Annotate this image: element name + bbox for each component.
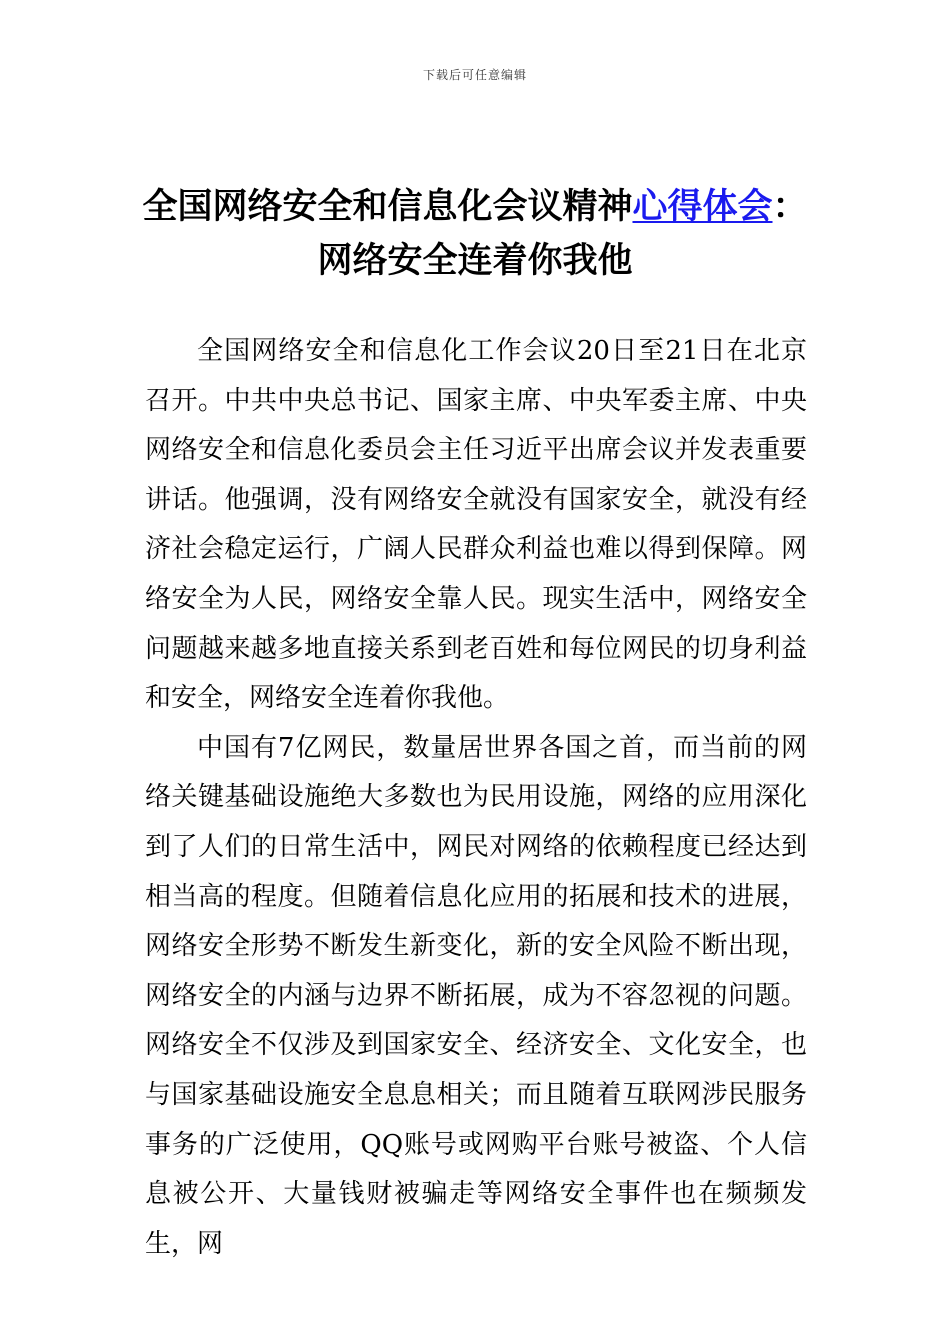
body-paragraph-2: 中国有7亿网民，数量居世界各国之首，而当前的网络关键基础设施绝大多数也为民用设施，网络的应用深化到了人们的日常生活中，网民对网络的依赖程度已经达到相当高的程度。但随着信息化应用的拓展和技术的进展，网络安全形势不断发生新变化，新的安全风险不断出现，网络安全的内涵与边界不断拓展，成为不容忽视的问题。网络安全不仅涉及到国家安全、经济安全、文化安全，也与国家基础设施安全息息相关；而且随着互联网涉民服务事务的广泛使用，QQ账号或网购平台账号被盗、个人信息被公开、大量钱财被骗走等网络安全事件也在频频发生，网 (145, 732, 807, 1259)
title-link-xindetihui[interactable]: 心得体会 (632, 187, 773, 227)
title-text-before-link: 全国网络安全和信息化会议精神 (142, 187, 633, 227)
title-line-1 (0, 180, 950, 234)
document-title (0, 180, 950, 288)
body-paragraph-1: 全国网络安全和信息化工作会议20日至21日在北京召开。中共中央总书记、国家主席、中央军委主席、中央网络安全和信息化委员会主任习近平出席会议并发表重要讲话。他强调，没有网络安全就没有国家安全，就没有经济社会稳定运行，广阔人民群众利益也难以得到保障。网络安全为人民，网络安全靠人民。现实生活中，网络安全问题越来越多地直接关系到老百姓和每位网民的切身利益和安全，网络安全连着你我他。 (145, 336, 807, 714)
title-text-after-link: ： (772, 187, 808, 227)
document-body (145, 327, 807, 1269)
header-note: 下载后可任意编辑 (422, 68, 527, 82)
title-line-2: 网络安全连着你我他 (317, 241, 633, 281)
